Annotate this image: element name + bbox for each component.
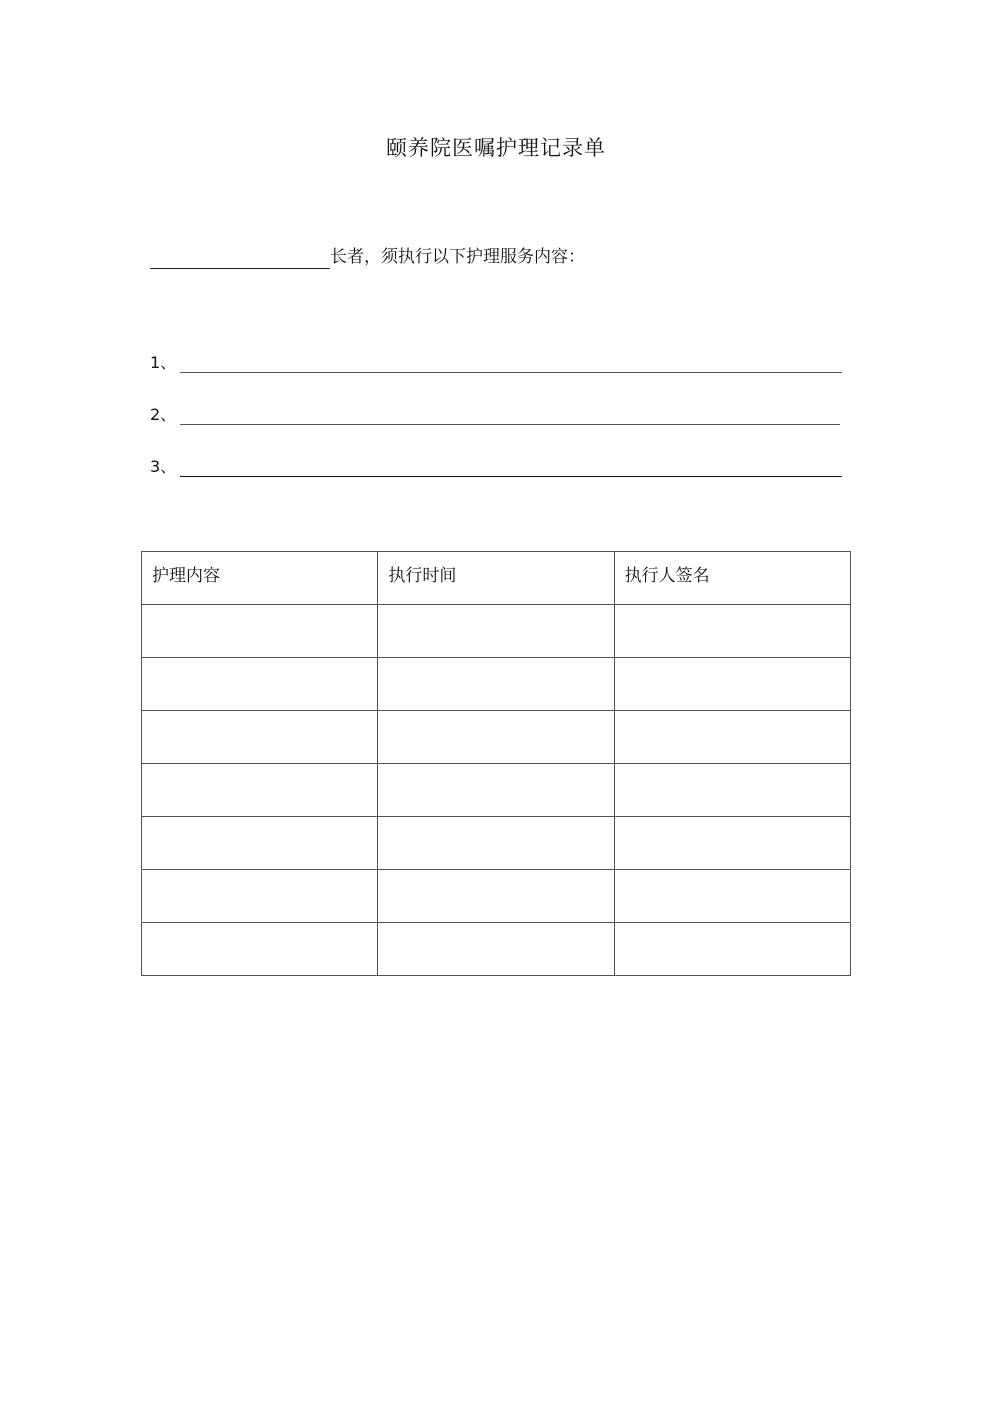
table-row xyxy=(142,923,851,976)
care-item-2 xyxy=(150,404,840,425)
cell-execution-time[interactable] xyxy=(378,658,614,711)
cell-execution-time[interactable] xyxy=(378,817,614,870)
cell-care-content[interactable] xyxy=(142,658,378,711)
header-executor-signature: 执行人签名 xyxy=(614,552,850,605)
cell-execution-time[interactable] xyxy=(378,711,614,764)
page-title: 颐养院医嘱护理记录单 xyxy=(386,136,606,160)
header-care-content: 护理内容 xyxy=(142,552,378,605)
care-item-number: 2、 xyxy=(150,405,177,424)
care-record-table xyxy=(141,551,851,976)
table-header-row xyxy=(142,552,851,605)
cell-care-content[interactable] xyxy=(142,764,378,817)
elder-line-text: 长者，须执行以下护理服务内容： xyxy=(330,247,585,267)
cell-care-content[interactable] xyxy=(142,605,378,658)
table-row xyxy=(142,658,851,711)
cell-execution-time[interactable] xyxy=(378,870,614,923)
cell-executor-signature[interactable] xyxy=(614,817,850,870)
cell-care-content[interactable] xyxy=(142,817,378,870)
cell-executor-signature[interactable] xyxy=(614,764,850,817)
elder-name-blank[interactable] xyxy=(150,244,330,269)
cell-execution-time[interactable] xyxy=(378,764,614,817)
cell-execution-time[interactable] xyxy=(378,605,614,658)
cell-care-content[interactable] xyxy=(142,923,378,976)
table-row xyxy=(142,711,851,764)
elder-name-line xyxy=(150,244,585,269)
care-item-blank[interactable] xyxy=(180,352,842,373)
care-item-blank[interactable] xyxy=(180,456,842,477)
header-execution-time: 执行时间 xyxy=(378,552,614,605)
cell-executor-signature[interactable] xyxy=(614,711,850,764)
table-row xyxy=(142,817,851,870)
cell-executor-signature[interactable] xyxy=(614,658,850,711)
care-item-number: 3、 xyxy=(150,457,177,476)
cell-executor-signature[interactable] xyxy=(614,605,850,658)
care-item-1 xyxy=(150,352,842,373)
care-item-3 xyxy=(150,456,842,477)
cell-executor-signature[interactable] xyxy=(614,923,850,976)
care-item-blank[interactable] xyxy=(180,404,840,425)
table-row xyxy=(142,605,851,658)
cell-executor-signature[interactable] xyxy=(614,870,850,923)
table-row xyxy=(142,870,851,923)
cell-care-content[interactable] xyxy=(142,870,378,923)
cell-execution-time[interactable] xyxy=(378,923,614,976)
table-row xyxy=(142,764,851,817)
cell-care-content[interactable] xyxy=(142,711,378,764)
care-item-number: 1、 xyxy=(150,353,177,372)
